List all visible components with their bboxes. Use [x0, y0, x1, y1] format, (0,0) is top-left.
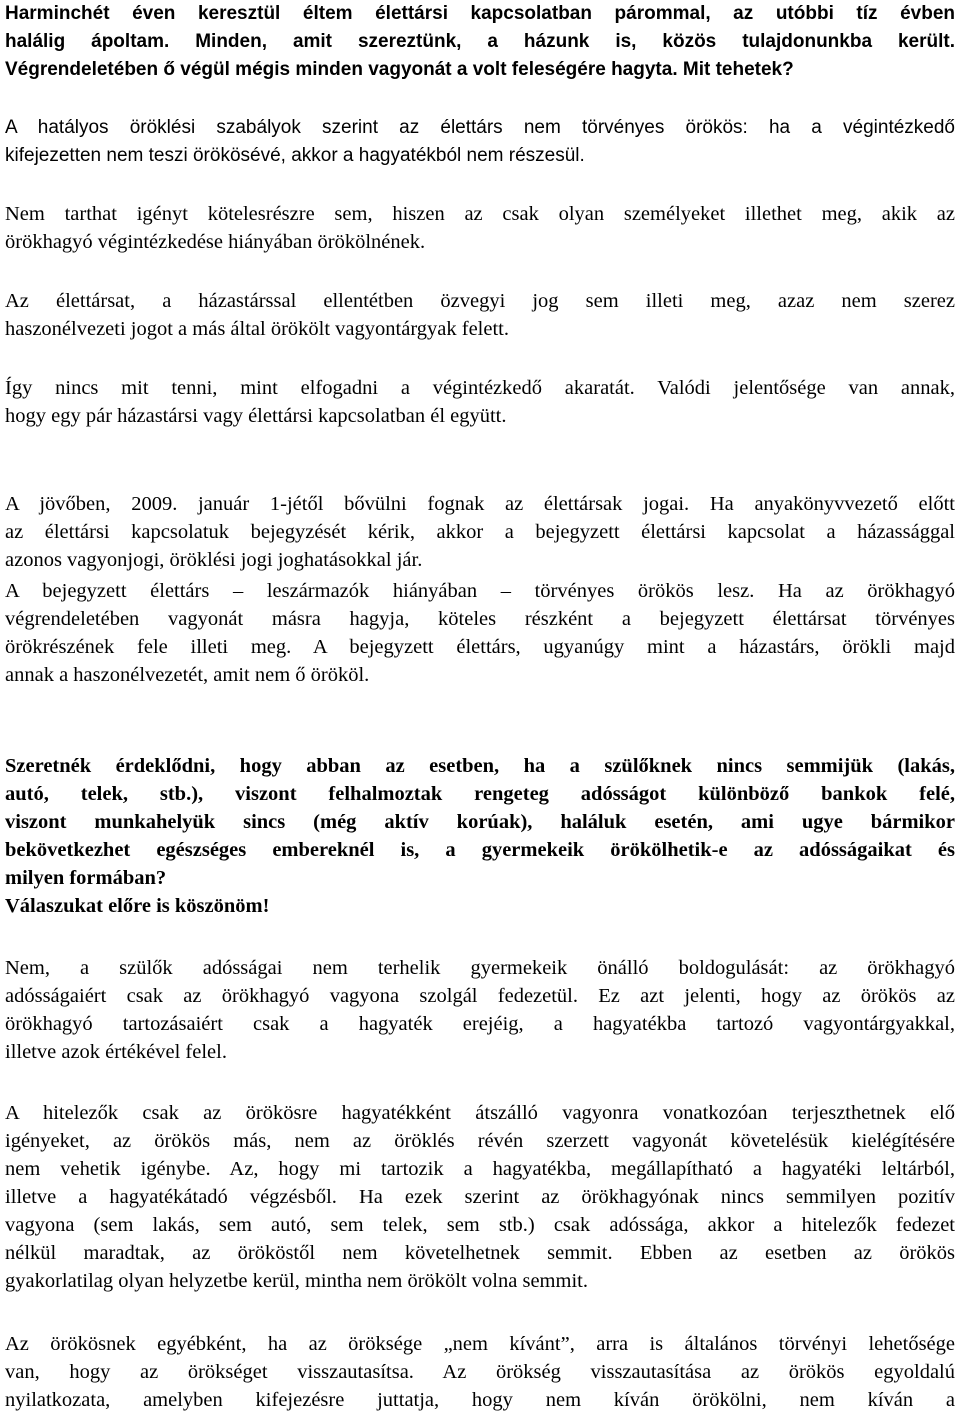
answer1-paragraph-6	[5, 577, 955, 689]
text-line: Nem, a szülők adósságai nem terhelik gyermekeik önálló boldogulását: az örökhagyó	[5, 957, 955, 979]
text-line: autó, telek, stb.), viszont felhalmoztak rengeteg adósságot különböző bankok felé,	[5, 783, 955, 805]
text-line: Harminchét éven keresztül éltem élettársi kapcsolatban párommal, az utóbbi tíz évben	[5, 3, 955, 24]
text-line: vagyona (sem lakás, sem autó, sem telek, sem stb.) csak adóssága, akkor a hitelezők fedezet	[5, 1214, 955, 1236]
text-line: örökhagyó tartozásaiért csak a hagyaték erejéig, a hagyatékba tartozó vagyontárgyakkal,	[5, 1013, 955, 1035]
text-line: A bejegyzett élettárs – leszármazók hiányában – törvényes örökös lesz. Ha az örökhagyó	[5, 580, 955, 602]
text-line: adósságaiért csak az örökhagyó vagyona szolgál fedezetül. Ez azt jelenti, hogy az örökös az	[5, 985, 955, 1007]
text-line: kifejezetten nem teszi örökösévé, akkor a hagyatékból nem részesül.	[5, 145, 585, 166]
text-line: Szeretnék érdeklődni, hogy abban az esetben, ha a szülőknek nincs semmijük (lakás,	[5, 755, 955, 777]
text-line: A jövőben, 2009. január 1-jétől bővülni fognak az élettársak jogai. Ha anyakönyvvezető előtt	[5, 493, 955, 515]
text-line: igényeket, az örökös más, nem az öröklés révén szerzett vagyonát követelésük kielégítésére	[5, 1130, 955, 1152]
answer2-paragraph-2	[5, 1099, 955, 1295]
text-line: A hatályos öröklési szabályok szerint az élettárs nem törvényes örökös: ha a végintézkedő	[5, 117, 955, 138]
answer1-paragraph-3	[5, 287, 955, 343]
text-line: milyen formában?	[5, 867, 167, 889]
text-line: az élettársi kapcsolatuk bejegyzését kérik, akkor a bejegyzett élettársi kapcsolat a házassággal	[5, 521, 955, 543]
text-line: annak a haszonélvezetét, amit nem ő örököl.	[5, 664, 370, 686]
text-line: A hitelezők csak az örökösre hagyatékként átszálló vagyonra vonatkozóan terjeszthetnek elő	[5, 1102, 955, 1124]
text-line: illetve azok értékével felel.	[5, 1041, 227, 1063]
text-line: örökrészének fele illeti meg. A bejegyzett élettárs, ugyanúgy mint a házastárs, örökli majd	[5, 636, 955, 658]
answer1-paragraph-1	[5, 114, 955, 170]
text-line: van, hogy az örökséget visszautasítsa. Az örökség visszautasítása az örökös egyoldalú	[5, 1361, 955, 1383]
question2-paragraph	[5, 752, 955, 920]
text-line: nyilatkozata, amelyben kifejezésre juttatja, hogy nem kíván örökölni, nem kíván a	[5, 1389, 955, 1411]
text-line: Válaszukat előre is köszönöm!	[5, 895, 270, 917]
text-line: azonos vagyonjogi, öröklési jogi joghatásokkal jár.	[5, 549, 423, 571]
text-line: végrendeletében vagyonát másra hagyja, köteles részként a bejegyzett élettársat törvényes	[5, 608, 955, 630]
answer2-paragraph-1	[5, 954, 955, 1066]
text-line: nélkül maradtak, az örököstől nem követelhetnek semmit. Ebben az esetben az örökös	[5, 1242, 955, 1264]
text-line: örökhagyó végintézkedése hiányában örökölnének.	[5, 231, 426, 253]
text-line: haszonélvezeti jogot a más által örökölt vagyontárgyak felett.	[5, 318, 509, 340]
text-line: Az élettársat, a házastárssal ellentétben özvegyi jog sem illeti meg, azaz nem szerez	[5, 290, 955, 312]
text-line: bekövetkezhet egészséges embereknél is, a gyermekeik örökölhetik-e az adósságaikat és	[5, 839, 955, 861]
text-line: Nem tarthat igényt kötelesrészre sem, hiszen az csak olyan személyeket illethet meg, akik az	[5, 203, 955, 225]
intro-question-paragraph	[5, 0, 955, 84]
answer1-paragraph-4	[5, 374, 955, 430]
answer1-paragraph-5	[5, 490, 955, 574]
text-line: nem vehetik igénybe. Az, hogy mi tartozik a hagyatékba, megállapítható a hagyatéki leltárból,	[5, 1158, 955, 1180]
text-line: Az örökösnek egyébként, ha az öröksége „nem kívánt”, arra is általános törvényi lehetősége	[5, 1333, 955, 1355]
text-line: viszont munkahelyük sincs (még aktív korúak), haláluk esetén, ami ugye bármikor	[5, 811, 955, 833]
text-line: halálig ápoltam. Minden, amit szereztünk, a házunk is, közös tulajdonunkba került.	[5, 31, 955, 52]
text-line: illetve a hagyatékátadó végzésből. Ha ezek szerint az örökhagyónak nincs semmilyen pozitív	[5, 1186, 955, 1208]
answer1-paragraph-2	[5, 200, 955, 256]
text-line: Végrendeletében ő végül mégis minden vagyonát a volt feleségére hagyta. Mit tehetek?	[5, 59, 794, 80]
text-line: hogy egy pár házastársi vagy élettársi kapcsolatban él együtt.	[5, 405, 507, 427]
text-line: gyakorlatilag olyan helyzetbe kerül, mintha nem örökölt volna semmit.	[5, 1270, 588, 1292]
answer2-paragraph-3	[5, 1330, 955, 1414]
text-line: Így nincs mit tenni, mint elfogadni a végintézkedő akaratát. Valódi jelentősége van annak,	[5, 377, 955, 399]
